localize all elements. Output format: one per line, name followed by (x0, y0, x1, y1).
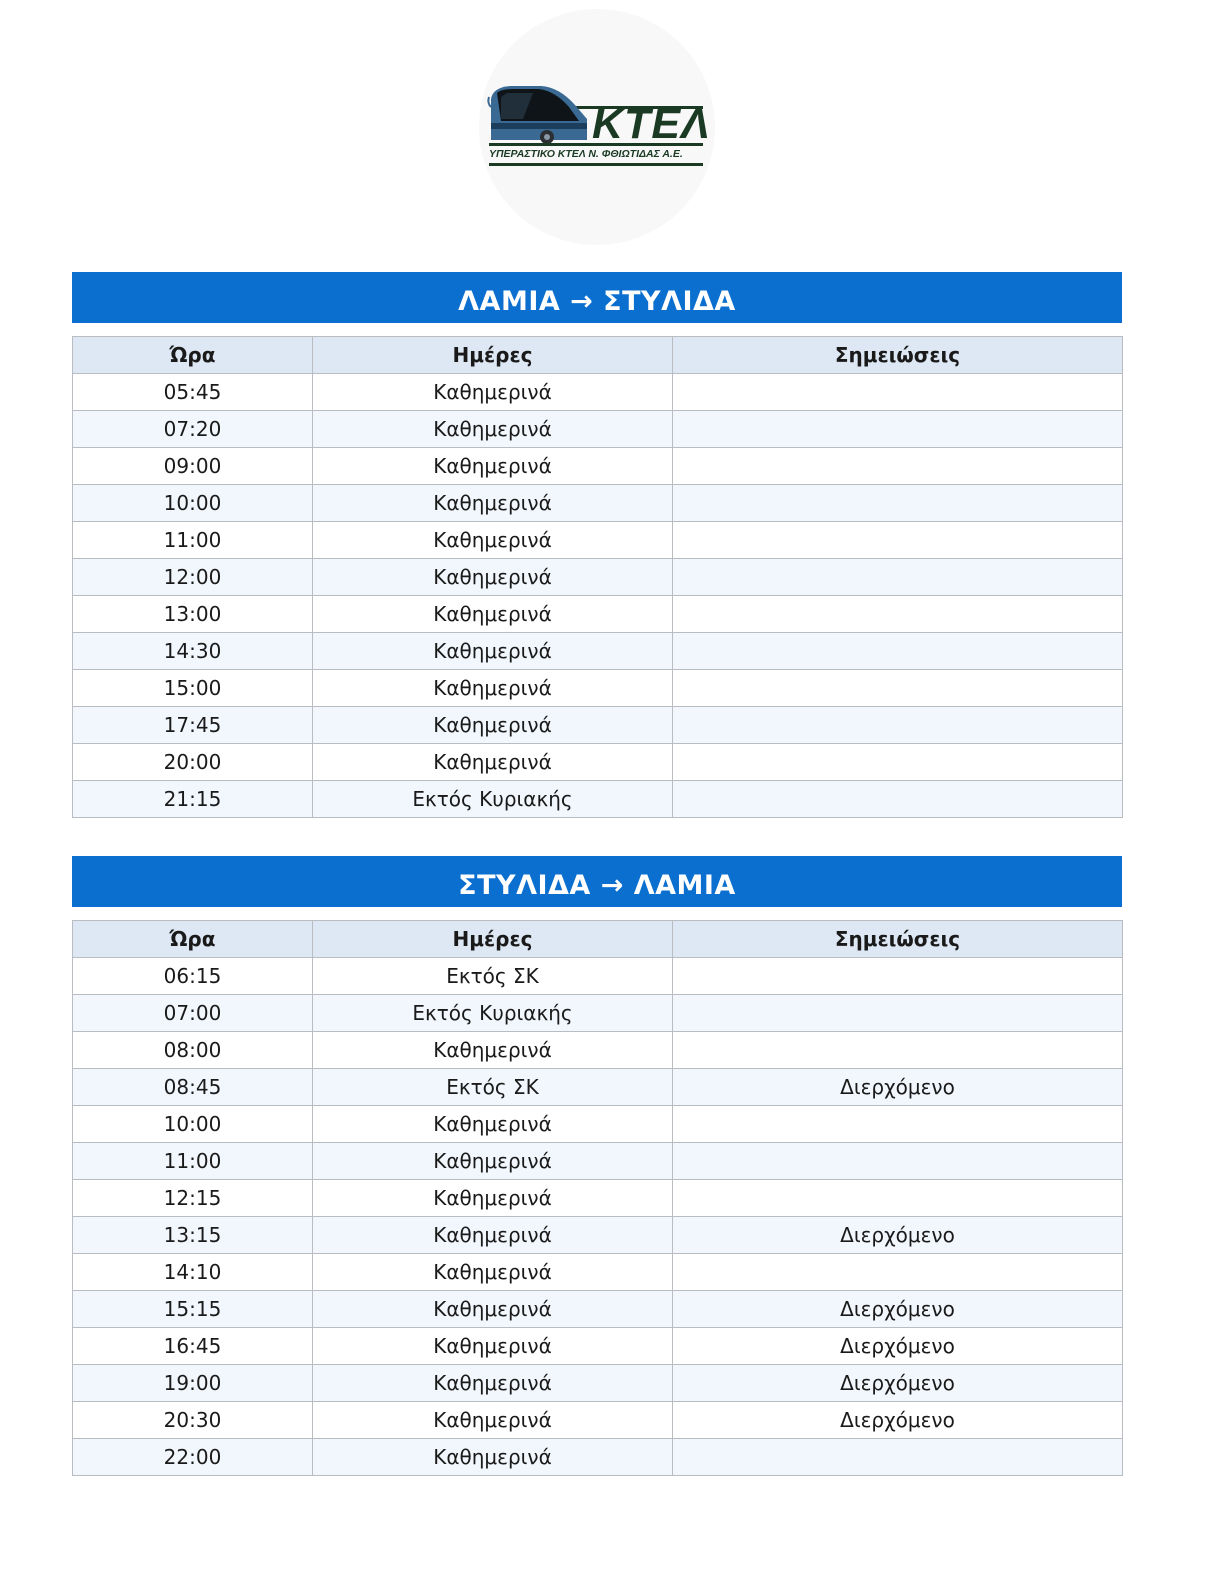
days-cell: Καθημερινά (313, 1106, 673, 1143)
time-cell: 13:00 (73, 596, 313, 633)
days-cell: Καθημερινά (313, 1439, 673, 1476)
notes-cell: Διερχόμενο (673, 1365, 1123, 1402)
time-cell: 09:00 (73, 448, 313, 485)
notes-cell (673, 485, 1123, 522)
column-header-time: Ώρα (73, 921, 313, 958)
route-section-stylida-lamia (72, 856, 1122, 1476)
notes-cell (673, 448, 1123, 485)
time-cell: 15:15 (73, 1291, 313, 1328)
table-row (73, 958, 1123, 995)
days-cell: Καθημερινά (313, 411, 673, 448)
time-cell: 12:00 (73, 559, 313, 596)
table-row (73, 1032, 1123, 1069)
table-row (73, 1291, 1123, 1328)
table-row (73, 995, 1123, 1032)
time-cell: 20:30 (73, 1402, 313, 1439)
notes-cell (673, 1106, 1123, 1143)
time-cell: 22:00 (73, 1439, 313, 1476)
days-cell: Καθημερινά (313, 1180, 673, 1217)
notes-cell (673, 1439, 1123, 1476)
days-cell: Καθημερινά (313, 1143, 673, 1180)
days-cell: Εκτός ΣΚ (313, 1069, 673, 1106)
days-cell: Καθημερινά (313, 559, 673, 596)
time-cell: 08:45 (73, 1069, 313, 1106)
days-cell: Καθημερινά (313, 485, 673, 522)
notes-cell (673, 411, 1123, 448)
table-row (73, 781, 1123, 818)
days-cell: Καθημερινά (313, 522, 673, 559)
column-header-days: Ημέρες (313, 337, 673, 374)
table-row (73, 1180, 1123, 1217)
days-cell: Καθημερινά (313, 1365, 673, 1402)
notes-cell (673, 744, 1123, 781)
column-header-notes: Σημειώσεις (673, 921, 1123, 958)
time-cell: 21:15 (73, 781, 313, 818)
column-header-days: Ημέρες (313, 921, 673, 958)
time-cell: 16:45 (73, 1328, 313, 1365)
table-row (73, 559, 1123, 596)
notes-cell (673, 670, 1123, 707)
days-cell: Καθημερινά (313, 633, 673, 670)
days-cell: Καθημερινά (313, 1032, 673, 1069)
days-cell: Εκτός Κυριακής (313, 781, 673, 818)
days-cell: Καθημερινά (313, 1254, 673, 1291)
table-row (73, 1439, 1123, 1476)
timetable (72, 920, 1123, 1476)
company-logo (479, 9, 715, 245)
table-row (73, 1365, 1123, 1402)
table-row (73, 1106, 1123, 1143)
table-header-row (73, 921, 1123, 958)
days-cell: Καθημερινά (313, 744, 673, 781)
table-row (73, 670, 1123, 707)
days-cell: Καθημερινά (313, 670, 673, 707)
notes-cell (673, 781, 1123, 818)
time-cell: 15:00 (73, 670, 313, 707)
table-row (73, 1328, 1123, 1365)
time-cell: 11:00 (73, 522, 313, 559)
column-header-notes: Σημειώσεις (673, 337, 1123, 374)
time-cell: 20:00 (73, 744, 313, 781)
days-cell: Καθημερινά (313, 707, 673, 744)
table-row (73, 411, 1123, 448)
notes-cell (673, 596, 1123, 633)
notes-cell (673, 1032, 1123, 1069)
time-cell: 05:45 (73, 374, 313, 411)
notes-cell (673, 1254, 1123, 1291)
notes-cell (673, 559, 1123, 596)
table-row (73, 596, 1123, 633)
time-cell: 10:00 (73, 1106, 313, 1143)
table-row (73, 1143, 1123, 1180)
timetable (72, 336, 1123, 818)
time-cell: 08:00 (73, 1032, 313, 1069)
notes-cell: Διερχόμενο (673, 1402, 1123, 1439)
notes-cell: Διερχόμενο (673, 1217, 1123, 1254)
time-cell: 13:15 (73, 1217, 313, 1254)
table-row (73, 744, 1123, 781)
table-row (73, 1217, 1123, 1254)
table-row (73, 1069, 1123, 1106)
logo-title: ΚΤΕΛ (592, 100, 711, 148)
days-cell: Καθημερινά (313, 448, 673, 485)
route-title: ΣΤΥΛΙΔΑ → ΛΑΜΙΑ (72, 856, 1122, 907)
route-section-lamia-stylida (72, 272, 1122, 818)
days-cell: Καθημερινά (313, 374, 673, 411)
time-cell: 14:10 (73, 1254, 313, 1291)
time-cell: 12:15 (73, 1180, 313, 1217)
time-cell: 14:30 (73, 633, 313, 670)
table-row (73, 633, 1123, 670)
table-header-row (73, 337, 1123, 374)
route-title: ΛΑΜΙΑ → ΣΤΥΛΙΔΑ (72, 272, 1122, 323)
days-cell: Εκτός ΣΚ (313, 958, 673, 995)
notes-cell (673, 958, 1123, 995)
table-row (73, 1402, 1123, 1439)
notes-cell (673, 995, 1123, 1032)
notes-cell (673, 1180, 1123, 1217)
table-row (73, 485, 1123, 522)
notes-cell (673, 374, 1123, 411)
time-cell: 10:00 (73, 485, 313, 522)
notes-cell: Διερχόμενο (673, 1328, 1123, 1365)
time-cell: 17:45 (73, 707, 313, 744)
days-cell: Καθημερινά (313, 596, 673, 633)
table-row (73, 374, 1123, 411)
notes-cell (673, 522, 1123, 559)
table-row (73, 448, 1123, 485)
notes-cell (673, 1143, 1123, 1180)
days-cell: Καθημερινά (313, 1291, 673, 1328)
time-cell: 07:20 (73, 411, 313, 448)
days-cell: Καθημερινά (313, 1328, 673, 1365)
table-row (73, 1254, 1123, 1291)
time-cell: 11:00 (73, 1143, 313, 1180)
notes-cell (673, 707, 1123, 744)
days-cell: Καθημερινά (313, 1217, 673, 1254)
table-row (73, 522, 1123, 559)
notes-cell: Διερχόμενο (673, 1069, 1123, 1106)
time-cell: 07:00 (73, 995, 313, 1032)
column-header-time: Ώρα (73, 337, 313, 374)
notes-cell (673, 633, 1123, 670)
days-cell: Εκτός Κυριακής (313, 995, 673, 1032)
notes-cell: Διερχόμενο (673, 1291, 1123, 1328)
table-row (73, 707, 1123, 744)
time-cell: 06:15 (73, 958, 313, 995)
days-cell: Καθημερινά (313, 1402, 673, 1439)
time-cell: 19:00 (73, 1365, 313, 1402)
logo-subtitle: ΥΠΕΡΑΣΤΙΚΟ ΚΤΕΛ Ν. ΦΘΙΩΤΙΔΑΣ Α.Ε. (489, 148, 683, 160)
